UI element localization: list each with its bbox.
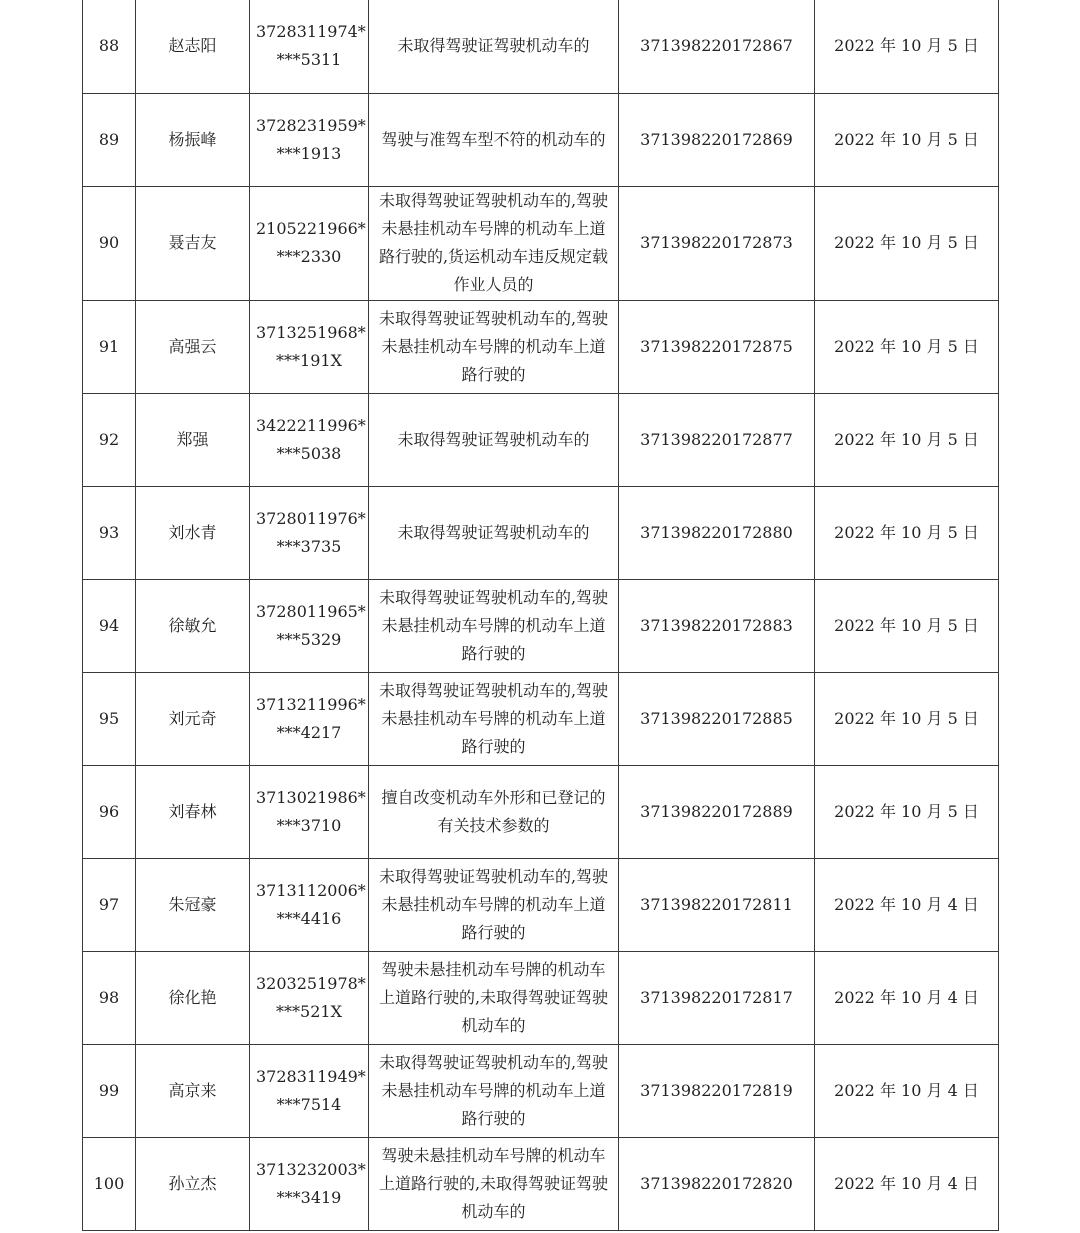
table-row xyxy=(83,858,999,951)
id-number-line-2: ***521X xyxy=(276,1001,342,1021)
decision-date-cell: 2022 年 10 月 5 日 xyxy=(815,300,999,393)
person-name-cell: 赵志阳 xyxy=(136,0,250,93)
id-number-line-1: 3713211996* xyxy=(256,694,366,714)
id-number-line-2: ***3735 xyxy=(276,536,342,556)
person-name-cell: 徐敏允 xyxy=(136,579,250,672)
decision-number-cell: 371398220172875 xyxy=(619,300,815,393)
decision-date-cell: 2022 年 10 月 4 日 xyxy=(815,951,999,1044)
decision-date-cell: 2022 年 10 月 4 日 xyxy=(815,858,999,951)
table-row xyxy=(83,1137,999,1230)
id-number-line-2: ***4416 xyxy=(276,908,342,928)
decision-number-cell: 371398220172883 xyxy=(619,579,815,672)
table-row xyxy=(83,0,999,93)
id-number-cell xyxy=(250,1044,369,1137)
violation-description-cell: 未取得驾驶证驾驶机动车的 xyxy=(369,393,619,486)
id-number-cell xyxy=(250,186,369,300)
record-number-cell: 93 xyxy=(83,486,136,579)
person-name-cell: 刘元奇 xyxy=(136,672,250,765)
id-number-cell xyxy=(250,0,369,93)
decision-date-cell: 2022 年 10 月 5 日 xyxy=(815,186,999,300)
id-number-line-1: 3203251978* xyxy=(256,973,366,993)
decision-number-cell: 371398220172877 xyxy=(619,393,815,486)
table-row xyxy=(83,951,999,1044)
id-number-line-1: 3728311949* xyxy=(256,1066,366,1086)
record-number-cell: 91 xyxy=(83,300,136,393)
decision-number-cell: 371398220172819 xyxy=(619,1044,815,1137)
id-number-line-1: 3728311974* xyxy=(256,22,366,42)
record-number-cell: 89 xyxy=(83,93,136,186)
record-number-cell: 94 xyxy=(83,579,136,672)
table-row xyxy=(83,186,999,300)
person-name-cell: 刘水青 xyxy=(136,486,250,579)
table-row xyxy=(83,765,999,858)
violation-description-cell: 未取得驾驶证驾驶机动车的,驾驶未悬挂机动车号牌的机动车上道路行驶的 xyxy=(369,1044,619,1137)
record-number-cell: 96 xyxy=(83,765,136,858)
id-number-line-1: 2105221966* xyxy=(256,219,366,238)
decision-date-cell: 2022 年 10 月 5 日 xyxy=(815,765,999,858)
id-number-line-2: ***3419 xyxy=(276,1187,342,1207)
table-row xyxy=(83,672,999,765)
violation-description-cell: 未取得驾驶证驾驶机动车的,驾驶未悬挂机动车号牌的机动车上道路行驶的 xyxy=(369,579,619,672)
violation-records-table xyxy=(82,0,999,1231)
id-number-line-2: ***2330 xyxy=(276,247,342,266)
decision-date-cell: 2022 年 10 月 5 日 xyxy=(815,0,999,93)
id-number-line-2: ***5038 xyxy=(276,443,342,463)
id-number-cell xyxy=(250,672,369,765)
violation-description-cell: 驾驶未悬挂机动车号牌的机动车上道路行驶的,未取得驾驶证驾驶机动车的 xyxy=(369,951,619,1044)
id-number-cell xyxy=(250,951,369,1044)
id-number-line-2: ***7514 xyxy=(276,1094,342,1114)
decision-date-cell: 2022 年 10 月 5 日 xyxy=(815,93,999,186)
id-number-cell xyxy=(250,765,369,858)
id-number-line-1: 3713232003* xyxy=(256,1159,366,1179)
table-row xyxy=(83,93,999,186)
decision-number-cell: 371398220172880 xyxy=(619,486,815,579)
person-name-cell: 郑强 xyxy=(136,393,250,486)
decision-number-cell: 371398220172811 xyxy=(619,858,815,951)
person-name-cell: 朱冠豪 xyxy=(136,858,250,951)
table-row xyxy=(83,300,999,393)
id-number-line-2: ***5311 xyxy=(276,50,342,70)
records-sheet xyxy=(82,0,998,1231)
decision-date-cell: 2022 年 10 月 5 日 xyxy=(815,672,999,765)
id-number-line-1: 3728231959* xyxy=(256,115,366,135)
record-number-cell: 88 xyxy=(83,0,136,93)
person-name-cell: 聂吉友 xyxy=(136,186,250,300)
person-name-cell: 高京来 xyxy=(136,1044,250,1137)
violation-description-cell: 未取得驾驶证驾驶机动车的,驾驶未悬挂机动车号牌的机动车上道路行驶的 xyxy=(369,672,619,765)
violation-description-cell: 驾驶与准驾车型不符的机动车的 xyxy=(369,93,619,186)
id-number-cell xyxy=(250,486,369,579)
decision-number-cell: 371398220172869 xyxy=(619,93,815,186)
violation-description-cell: 未取得驾驶证驾驶机动车的,驾驶未悬挂机动车号牌的机动车上道路行驶的 xyxy=(369,300,619,393)
id-number-line-2: ***4217 xyxy=(276,722,342,742)
id-number-cell xyxy=(250,858,369,951)
table-row xyxy=(83,579,999,672)
table-row xyxy=(83,393,999,486)
record-number-cell: 95 xyxy=(83,672,136,765)
person-name-cell: 高强云 xyxy=(136,300,250,393)
id-number-line-1: 3713251968* xyxy=(256,322,366,342)
records-table-body xyxy=(83,0,999,1230)
id-number-line-2: ***3710 xyxy=(276,815,342,835)
decision-number-cell: 371398220172885 xyxy=(619,672,815,765)
id-number-line-1: 3713112006* xyxy=(256,880,366,900)
record-number-cell: 100 xyxy=(83,1137,136,1230)
table-row xyxy=(83,486,999,579)
id-number-line-1: 3728011965* xyxy=(256,601,366,621)
violation-description-cell: 未取得驾驶证驾驶机动车的,驾驶未悬挂机动车号牌的机动车上道路行驶的,货运机动车违反规定载作业人员的 xyxy=(369,186,619,300)
decision-date-cell: 2022 年 10 月 4 日 xyxy=(815,1137,999,1230)
id-number-cell xyxy=(250,300,369,393)
id-number-cell xyxy=(250,579,369,672)
decision-number-cell: 371398220172889 xyxy=(619,765,815,858)
id-number-cell xyxy=(250,93,369,186)
decision-date-cell: 2022 年 10 月 5 日 xyxy=(815,579,999,672)
record-number-cell: 97 xyxy=(83,858,136,951)
decision-number-cell: 371398220172873 xyxy=(619,186,815,300)
violation-description-cell: 未取得驾驶证驾驶机动车的 xyxy=(369,486,619,579)
id-number-line-1: 3422211996* xyxy=(256,415,366,435)
violation-description-cell: 未取得驾驶证驾驶机动车的 xyxy=(369,0,619,93)
decision-date-cell: 2022 年 10 月 5 日 xyxy=(815,486,999,579)
id-number-line-2: ***1913 xyxy=(276,143,342,163)
violation-description-cell: 未取得驾驶证驾驶机动车的,驾驶未悬挂机动车号牌的机动车上道路行驶的 xyxy=(369,858,619,951)
person-name-cell: 杨振峰 xyxy=(136,93,250,186)
decision-number-cell: 371398220172817 xyxy=(619,951,815,1044)
id-number-line-1: 3728011976* xyxy=(256,508,366,528)
record-number-cell: 98 xyxy=(83,951,136,1044)
decision-date-cell: 2022 年 10 月 4 日 xyxy=(815,1044,999,1137)
id-number-cell xyxy=(250,393,369,486)
record-number-cell: 99 xyxy=(83,1044,136,1137)
table-row xyxy=(83,1044,999,1137)
record-number-cell: 90 xyxy=(83,186,136,300)
decision-number-cell: 371398220172867 xyxy=(619,0,815,93)
decision-date-cell: 2022 年 10 月 5 日 xyxy=(815,393,999,486)
person-name-cell: 孙立杰 xyxy=(136,1137,250,1230)
person-name-cell: 刘春林 xyxy=(136,765,250,858)
id-number-cell xyxy=(250,1137,369,1230)
id-number-line-1: 3713021986* xyxy=(256,787,366,807)
id-number-line-2: ***191X xyxy=(276,350,342,370)
violation-description-cell: 驾驶未悬挂机动车号牌的机动车上道路行驶的,未取得驾驶证驾驶机动车的 xyxy=(369,1137,619,1230)
person-name-cell: 徐化艳 xyxy=(136,951,250,1044)
record-number-cell: 92 xyxy=(83,393,136,486)
decision-number-cell: 371398220172820 xyxy=(619,1137,815,1230)
id-number-line-2: ***5329 xyxy=(276,629,342,649)
violation-description-cell: 擅自改变机动车外形和已登记的有关技术参数的 xyxy=(369,765,619,858)
